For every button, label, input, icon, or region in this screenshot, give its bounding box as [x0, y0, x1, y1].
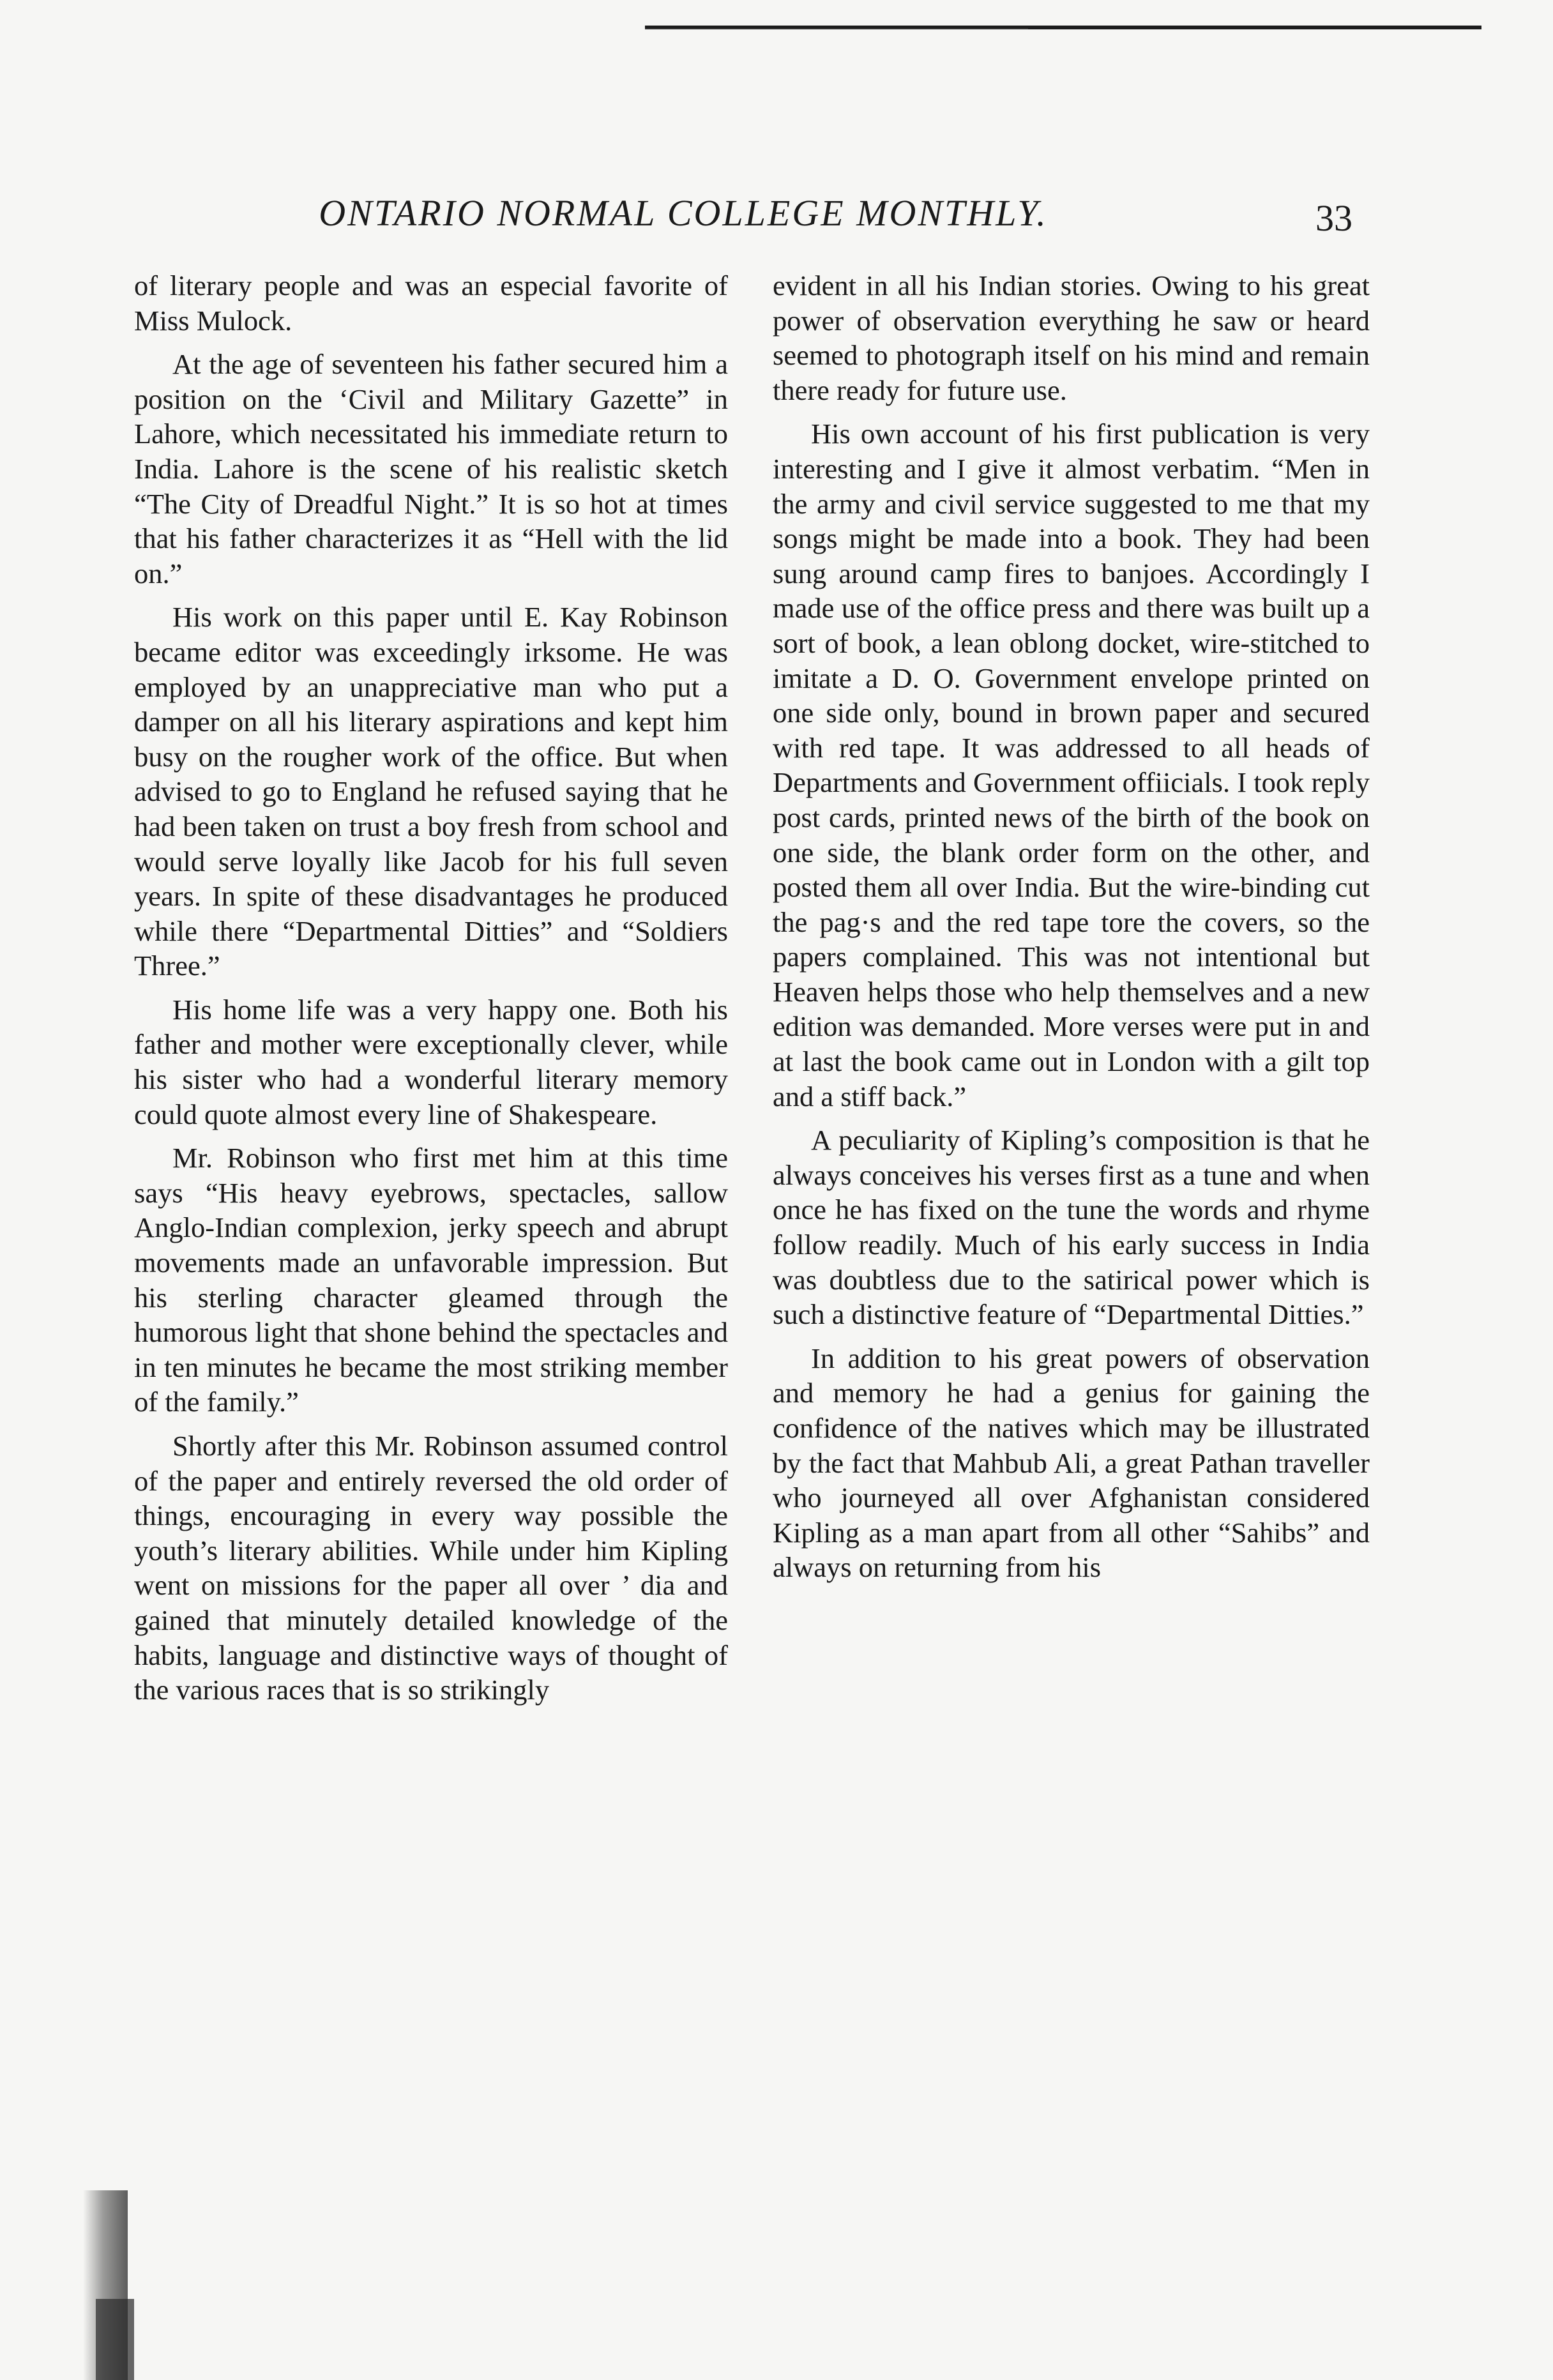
paragraph: A peculiarity of Kipling’s composition is that he always conceives his verses first as a tune and when once he has fixed on the tune the words and rhyme follow readily. Much of his early success in India was doubtless due to the satirical power which is such a distinctive feature of “Departmental Ditties.”: [773, 1124, 1370, 1331]
paragraph: Mr. Robinson who first met him at this time says “His heavy eyebrows, spectacles, sallow Anglo-Indian complexion, jerky speech and abrupt movements made an unfavorable impression. But his sterling character gleamed through the humorous light that shone behind the spectacles and in ten minutes he became the most striking member of the family.”: [134, 1142, 728, 1418]
paragraph: His work on this paper until E. Kay Robinson became editor was exceedingly irksome. He was employed by an unappreciative man who put a damper on all his literary aspirations and kept him busy on the rougher work of the office. But when advised to go to England he refused saying that he had been taken on trust a boy fresh from school and would serve loyally like Jacob for his full seven years. In spite of these disadvantages he produced while there “Departmental Ditties” and “Soldiers Three.”: [134, 601, 728, 982]
page-header: [0, 192, 1553, 243]
paragraph: Shortly after this Mr. Robinson assumed control of the paper and entirely reversed the old order of things, encouraging in every way possible the youth’s literary abilities. While under him Kipling went on missions for the paper all over ’ dia and gained that minutely detailed knowledge of the habits, language and distinctive ways of thought of the various races that is so strikingly: [134, 1430, 728, 1706]
paragraph: evident in all his Indian stories. Owing to his great power of observation everything he saw or heard seemed to photograph itself on his mind and remain there ready for future use.: [773, 269, 1370, 406]
paragraph: In addition to his great powers of observation and memory he had a genius for gaining the confidence of the natives which may be illustrated by the fact that Mahbub Ali, a great Pathan traveller who journeyed all over Afghanistan considered Kipling as a man apart from all other “Sahibs” and always on returning from his: [773, 1342, 1370, 1584]
page-number: 33: [1315, 197, 1352, 239]
paragraph: of literary people and was an especial favorite of Miss Mulock.: [134, 269, 728, 337]
paragraph: His own account of his first publication is very interesting and I give it almost verbatim. “Men in the army and civil service suggested to me that my songs might be made into a book. They had been sung around camp fires to banjoes. Accordingly I made use of the office press and there was built up a sort of book, a lean oblong docket, wire-stitched to imitate a D. O. Government envelope printed on one side only, bound in brown paper and secured with red tape. It was addressed to all heads of Departments and Government offiicials. I took reply post cards, printed news of the birth of the book on one side, the blank order form on the other, and posted them all over India. But the wire-binding cut the pag·s and the red tape tore the covers, so the papers complained. This was not intentional but Heaven helps those who help themselves and a new edition was demanded. More verses were put in and at last the book came out in London with a gilt top and a stiff back.”: [773, 418, 1370, 1112]
paragraph: His home life was a very happy one. Both his father and mother were exceptionally clever, while his sister who had a wonderful literary memory could quote almost every line of Shakespeare.: [134, 993, 728, 1130]
top-rule-thin: [645, 28, 1028, 29]
running-head: ONTARIO NORMAL COLLEGE MONTHLY.: [319, 192, 1048, 234]
scan-edge-shadow-lower: [96, 2299, 134, 2380]
left-column: [134, 268, 728, 1717]
paragraph: At the age of seventeen his father secured him a position on the ‘Civil and Military Gazette” in Lahore, which necessitated his immediate return to India. Lahore is the scene of his realistic sketch “The City of Dreadful Night.” It is so hot at times that his father characterizes it as “Hell with the lid on.”: [134, 348, 728, 589]
right-column: [773, 268, 1370, 1594]
